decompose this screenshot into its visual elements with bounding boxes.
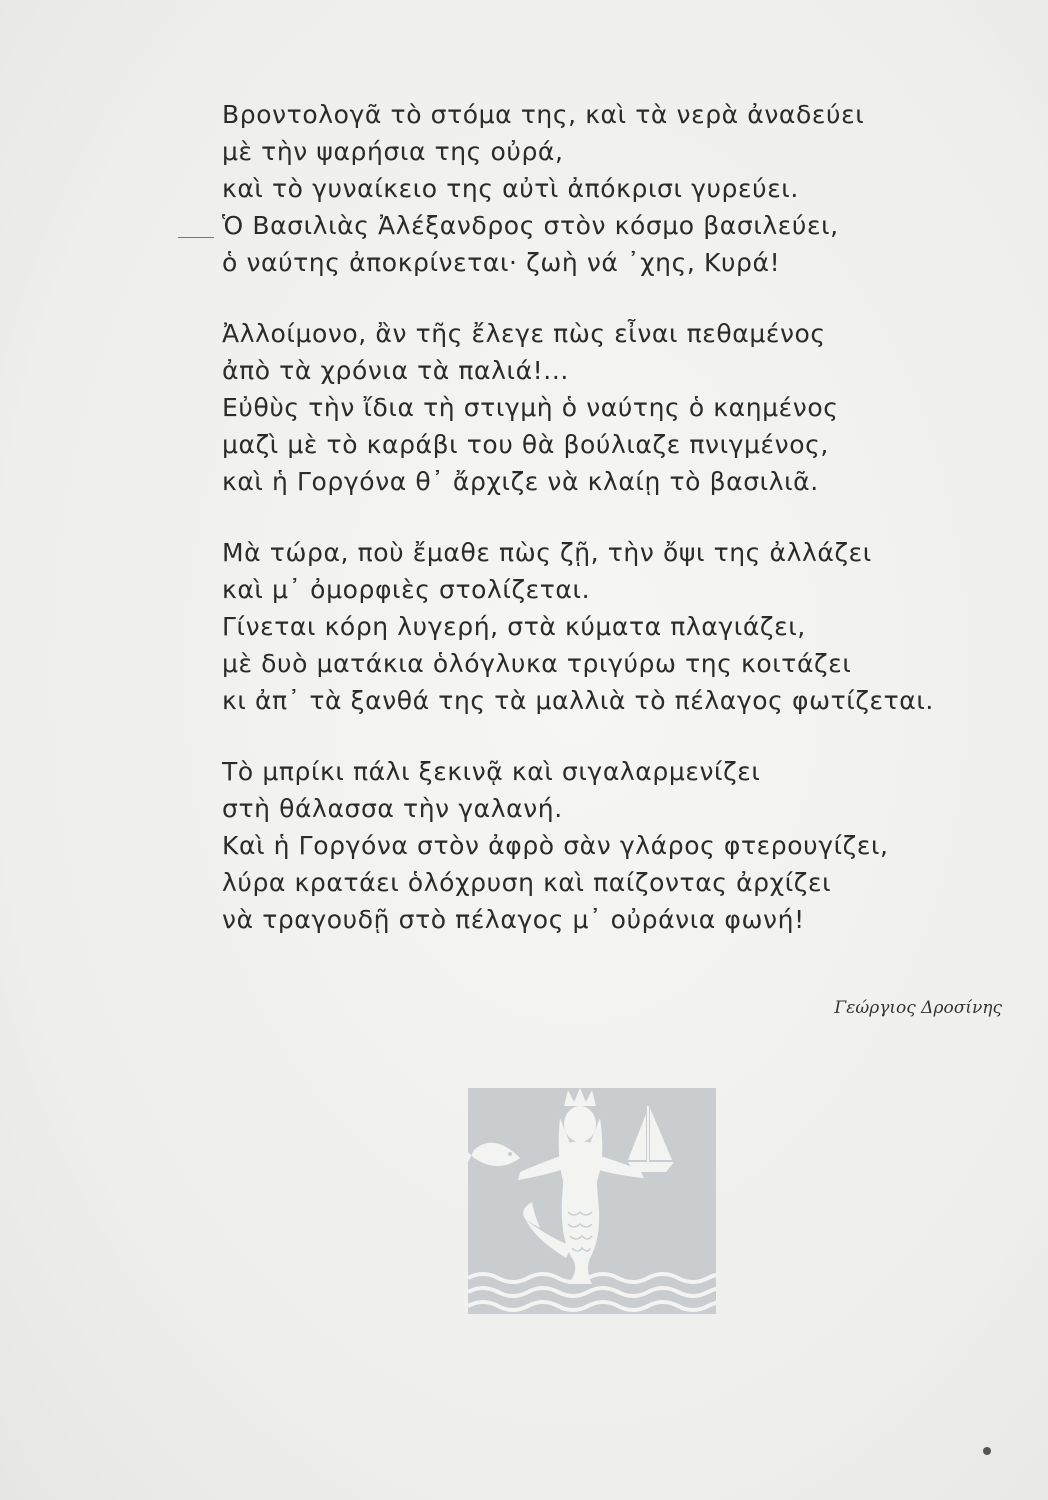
- poem-line: μὲ τὴν ψαρήσια της οὐρά,: [222, 137, 564, 166]
- poem-line: ἀπὸ τὰ χρόνια τὰ παλιά!...: [222, 356, 569, 385]
- poem-line: κι ἀπ᾽ τὰ ξανθά της τὰ μαλλιὰ τὸ πέλαγος φωτίζεται.: [222, 686, 934, 715]
- poem-line: Ἀλλοίμονο, ἂν τῆς ἔλεγε πὼς εἶναι πεθαμένος: [222, 319, 826, 348]
- stanza-4: [222, 753, 1022, 938]
- page-mark: [983, 1447, 991, 1455]
- poem-line: καὶ τὸ γυναίκειο της αὐτὶ ἀπόκρισι γυρεύει.: [222, 174, 799, 203]
- poem-line: Βροντολογᾶ τὸ στόμα της, καὶ τὰ νερὰ ἀναδεύει: [222, 100, 865, 129]
- poem-line: Καὶ ἡ Γοργόνα στὸν ἀφρὸ σὰν γλάρος φτερουγίζει,: [222, 831, 889, 860]
- poem-line: ὁ ναύτης ἀποκρίνεται· ζωὴ νά ᾽χης, Κυρά!: [222, 248, 781, 277]
- poem-line: στὴ θάλασσα τὴν γαλανή.: [222, 794, 563, 823]
- poem-line: νὰ τραγουδῇ στὸ πέλαγος μ᾽ οὐράνια φωνή!: [222, 905, 805, 934]
- poem-line: λύρα κρατάει ὁλόχρυση καὶ παίζοντας ἀρχίζει: [222, 868, 832, 897]
- poem-line: καὶ μ᾽ ὀμορφιὲς στολίζεται.: [222, 575, 591, 604]
- poem-line: Μὰ τώρα, ποὺ ἔμαθε πὼς ζῇ, τὴν ὄψι της ἀλλάζει: [222, 538, 872, 567]
- poem-line: Γίνεται κόρη λυγερή, στὰ κύματα πλαγιάζει,: [222, 612, 806, 641]
- poem-line: μαζὶ μὲ τὸ καράβι του θὰ βούλιαζε πνιγμένος,: [222, 430, 829, 459]
- stanza-1: [222, 96, 1022, 281]
- author-signature: Γεώργιος Δροσίνης: [834, 998, 1002, 1018]
- margin-mark: [178, 237, 214, 238]
- poem-line: μὲ δυὸ ματάκια ὁλόγλυκα τριγύρω της κοιτάζει: [222, 649, 852, 678]
- stanza-3: [222, 534, 1022, 719]
- poem-line: Ὁ Βασιλιὰς Ἀλέξανδρος στὸν κόσμο βασιλεύει,: [222, 211, 839, 240]
- poem: [222, 96, 1022, 972]
- poem-line: Τὸ μπρίκι πάλι ξεκινᾷ καὶ σιγαλαρμενίζει: [222, 757, 761, 786]
- poem-line: καὶ ἡ Γοργόνα θ᾽ ἄρχιζε νὰ κλαίῃ τὸ βασιλιᾶ.: [222, 467, 819, 496]
- stanza-2: [222, 315, 1022, 500]
- poem-line: Εὐθὺς τὴν ἴδια τὴ στιγμὴ ὁ ναύτης ὁ καημένος: [222, 393, 839, 422]
- mermaid-with-ship-and-fish-icon: [468, 1088, 716, 1314]
